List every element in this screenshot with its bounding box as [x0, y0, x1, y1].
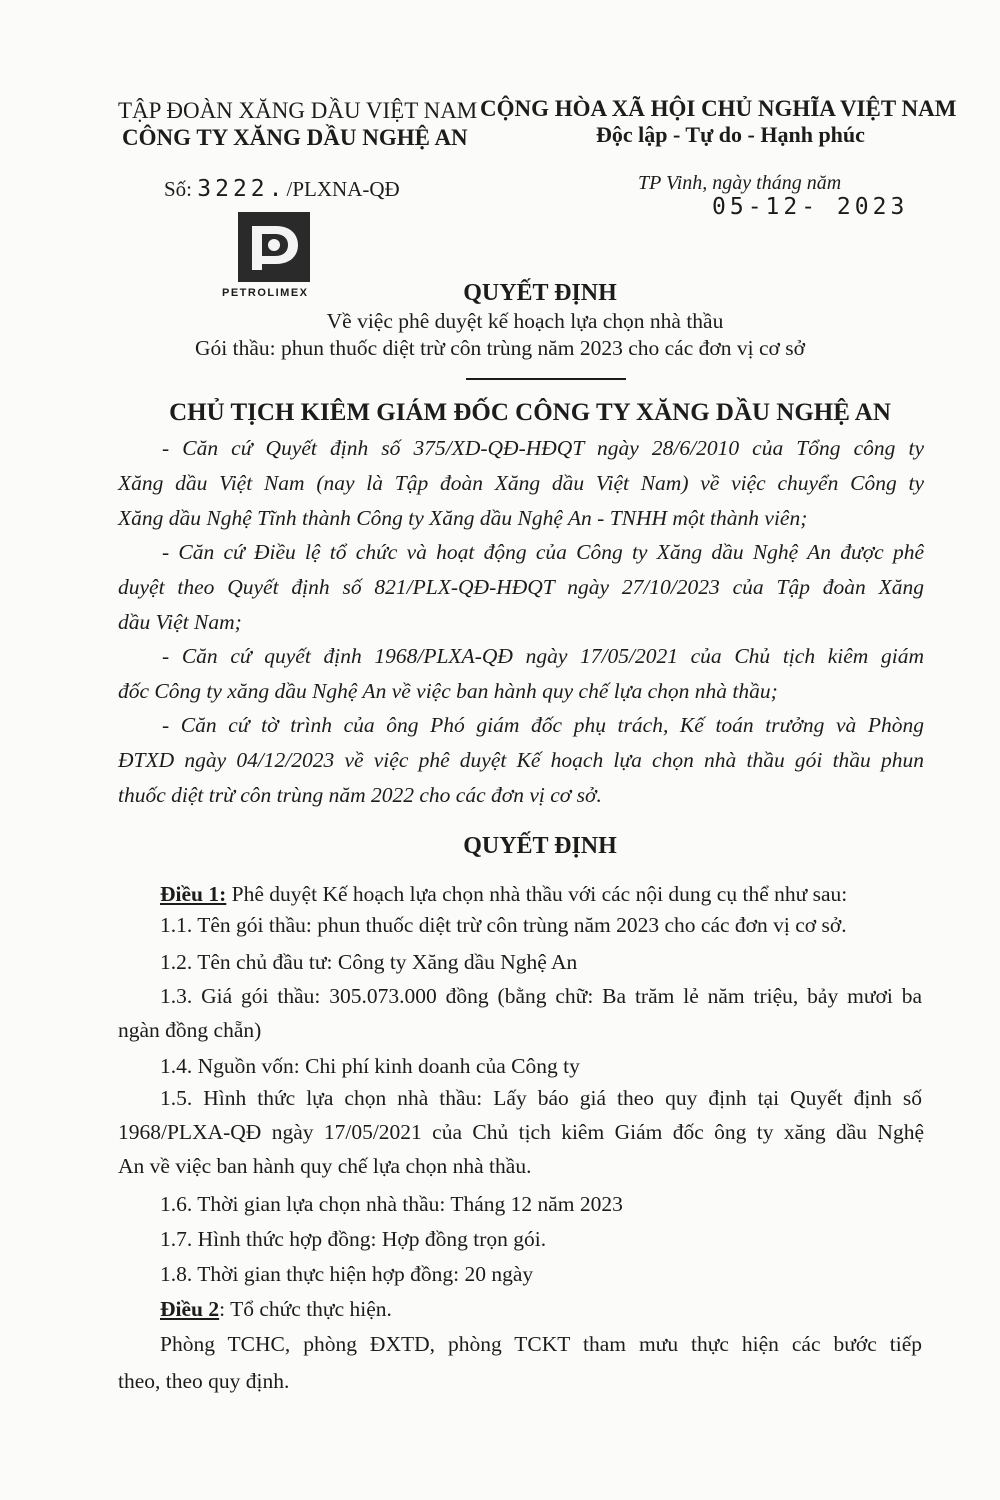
place-date-label: TP Vinh, ngày tháng năm — [638, 172, 842, 194]
article-2-label: Điều 2 — [160, 1297, 220, 1321]
logo-text: PETROLIMEX — [222, 287, 309, 299]
preamble-line: ĐTXD ngày 04/12/2023 về việc phê duyệt Kế hoạch lựa chọn nhà thầu gói thầu phun — [118, 748, 924, 772]
document-number — [164, 176, 400, 202]
article-1-intro — [160, 882, 847, 907]
preamble-line: Xăng dầu Việt Nam (nay là Tập đoàn Xăng dầu Việt Nam) về việc chuyển Công ty — [118, 471, 924, 495]
article-2-intro — [160, 1297, 392, 1322]
date-handwritten: 05-12- 2023 — [712, 194, 909, 220]
article-1-item-line: 1.7. Hình thức hợp đồng: Hợp đồng trọn gói. — [160, 1227, 547, 1251]
article-1-item-line: 1.1. Tên gói thầu: phun thuốc diệt trừ côn trùng năm 2023 cho các đơn vị cơ sở. — [160, 913, 847, 937]
number-handwritten: 3222. — [197, 176, 287, 202]
issuing-authority: CHỦ TỊCH KIÊM GIÁM ĐỐC CÔNG TY XĂNG DẦU NGHỆ AN — [169, 399, 891, 426]
title-divider — [466, 378, 626, 380]
article-1-item-line: ngàn đồng chẵn) — [118, 1018, 262, 1042]
article-2-body-line-2: theo, theo quy định. — [118, 1369, 290, 1393]
article-1-item-line: 1.6. Thời gian lựa chọn nhà thầu: Tháng 12 năm 2023 — [160, 1192, 623, 1216]
article-1-item-line: 1968/PLXA-QĐ ngày 17/05/2021 của Chủ tịch kiêm Giám đốc ông ty xăng dầu Nghệ — [118, 1120, 924, 1144]
preamble-line: Xăng dầu Nghệ Tĩnh thành Công ty Xăng dầu Nghệ An - TNHH một thành viên; — [118, 506, 808, 530]
national-motto: Độc lập - Tự do - Hạnh phúc — [596, 122, 865, 147]
article-1-item-line: 1.5. Hình thức lựa chọn nhà thầu: Lấy báo giá theo quy định tại Quyết định số — [160, 1086, 922, 1110]
national-title: CỘNG HÒA XÃ HỘI CHỦ NGHĨA VIỆT NAM — [480, 96, 957, 121]
number-prefix: Số: — [164, 177, 193, 201]
petrolimex-logo-icon — [238, 212, 310, 282]
preamble-line: - Căn cứ Quyết định số 375/XD-QĐ-HĐQT ngày 28/6/2010 của Tổng công ty — [162, 436, 924, 460]
article-2-body-line-1: Phòng TCHC, phòng ĐXTD, phòng TCKT tham mưu thực hiện các bước tiếp — [160, 1332, 922, 1356]
preamble-line: - Căn cứ tờ trình của ông Phó giám đốc phụ trách, Kế toán trưởng và Phòng — [162, 713, 924, 737]
document-title: QUYẾT ĐỊNH — [463, 280, 617, 306]
article-1-item-line: 1.4. Nguồn vốn: Chi phí kinh doanh của Công ty — [160, 1054, 580, 1078]
preamble-line: duyệt theo Quyết định số 821/PLX-QĐ-HĐQT ngày 27/10/2023 của Tập đoàn Xăng — [118, 575, 924, 599]
preamble-line: thuốc diệt trừ côn trùng năm 2022 cho các đơn vị cơ sở. — [118, 783, 602, 807]
article-1-item-line: An về việc ban hành quy chế lựa chọn nhà thầu. — [118, 1154, 532, 1178]
org-name: CÔNG TY XĂNG DẦU NGHỆ AN — [122, 125, 468, 150]
preamble-line: - Căn cứ Điều lệ tổ chức và hoạt động của Công ty Xăng dầu Nghệ An được phê — [162, 540, 924, 564]
subject-line-2: Gói thầu: phun thuốc diệt trừ côn trùng năm 2023 cho các đơn vị cơ sở — [194, 336, 805, 360]
number-suffix: /PLXNA-QĐ — [286, 177, 400, 201]
article-1-item-line: 1.3. Giá gói thầu: 305.073.000 đồng (bằng chữ: Ba trăm lẻ năm triệu, bảy mươi ba — [160, 984, 922, 1008]
decision-heading: QUYẾT ĐỊNH — [463, 833, 617, 859]
article-1-intro-text: Phê duyệt Kế hoạch lựa chọn nhà thầu với các nội dung cụ thể như sau: — [226, 882, 848, 906]
org-parent: TẬP ĐOÀN XĂNG DẦU VIỆT NAM — [118, 98, 478, 123]
preamble-line: đốc Công ty xăng dầu Nghệ An về việc ban hành quy chế lựa chọn nhà thầu; — [118, 679, 778, 703]
preamble-line: dầu Việt Nam; — [118, 610, 242, 634]
article-1-item-line: 1.2. Tên chủ đầu tư: Công ty Xăng dầu Nghệ An — [160, 950, 578, 974]
article-1-label: Điều 1: — [160, 882, 227, 906]
article-2-intro-text: : Tổ chức thực hiện. — [219, 1297, 392, 1321]
article-1-item-line: 1.8. Thời gian thực hiện hợp đồng: 20 ngày — [160, 1262, 534, 1286]
subject-line-1: Về việc phê duyệt kế hoạch lựa chọn nhà thầu — [326, 309, 724, 333]
preamble-line: - Căn cứ quyết định 1968/PLXA-QĐ ngày 17/05/2021 của Chủ tịch kiêm giám — [162, 644, 924, 668]
